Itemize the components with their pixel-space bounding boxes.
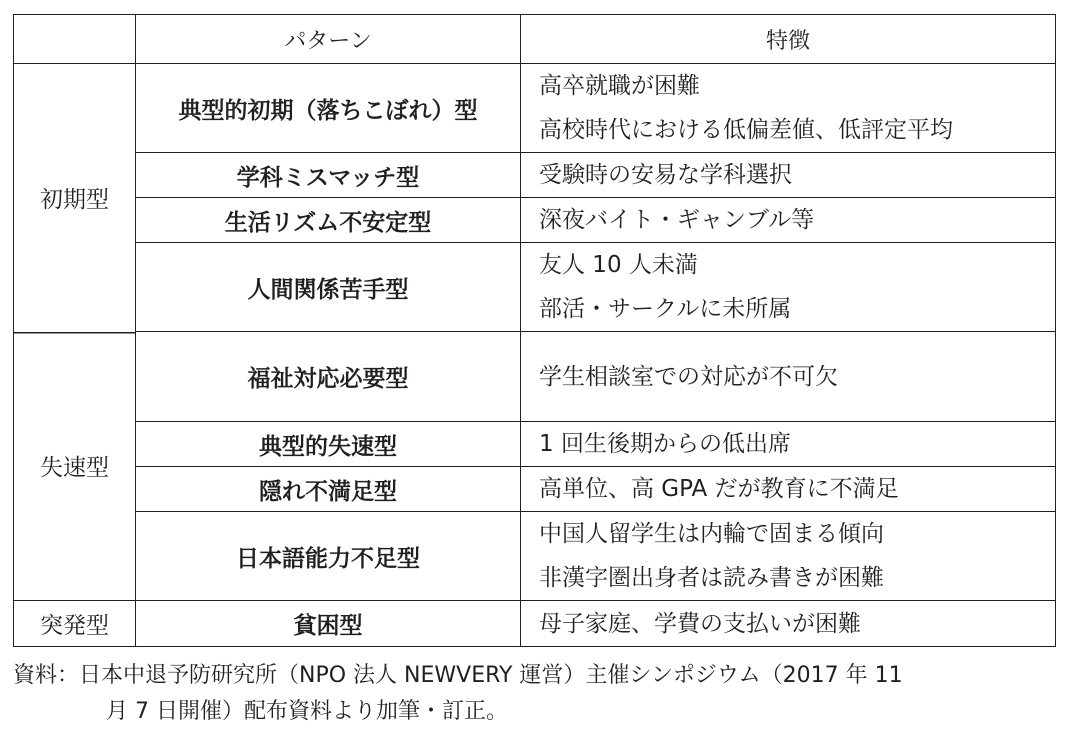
pattern-table — [13, 14, 1056, 647]
header-pattern: パターン — [136, 15, 521, 64]
category-sudden — [14, 601, 136, 647]
feature-text: 1 回生後期からの低出席 — [539, 431, 791, 457]
pattern-cell: 隠れ不満足型 — [136, 467, 521, 512]
pattern-cell: 典型的初期（落ちこぼれ）型 — [136, 64, 521, 153]
feature-cell — [521, 601, 1056, 647]
feature-text: 高単位、高 GPA だが教育に不満足 — [539, 476, 899, 502]
pattern-cell: 人間関係苦手型 — [136, 243, 521, 332]
category-label: 突発型 — [40, 613, 109, 639]
pattern-cell: 貧困型 — [136, 601, 521, 647]
feature-cell — [521, 422, 1056, 467]
category-label: 失速型 — [40, 455, 109, 482]
feature-cell — [521, 243, 1056, 332]
header-row — [14, 15, 1056, 64]
feature-cell — [521, 332, 1056, 422]
feature-cell — [521, 64, 1056, 153]
pattern-cell: 典型的失速型 — [136, 422, 521, 467]
header-category — [14, 15, 136, 64]
pattern-cell: 福祉対応必要型 — [136, 332, 521, 422]
category-slowdown — [14, 332, 136, 601]
header-feature: 特徴 — [521, 15, 1056, 64]
source-line-2: 月 7 日開催）配布資料より加筆・訂正。 — [106, 699, 508, 724]
feature-cell — [521, 512, 1056, 601]
table-row — [14, 332, 1056, 422]
feature-text: 深夜バイト・ギャンブル等 — [539, 207, 815, 233]
pattern-cell: 学科ミスマッチ型 — [136, 153, 521, 198]
feature-text: 受験時の安易な学科選択 — [539, 162, 792, 188]
table-row — [14, 422, 1056, 467]
feature-text: 高卒就職が困難 — [539, 73, 700, 99]
pattern-cell: 日本語能力不足型 — [136, 512, 521, 601]
feature-text: 非漢字圏出身者は読み書きが困難 — [539, 565, 884, 591]
table-row — [14, 153, 1056, 198]
table-row — [14, 467, 1056, 512]
table-row — [14, 512, 1056, 601]
feature-text: 中国人留学生は内輪で固まる傾向 — [539, 521, 884, 547]
feature-text: 学生相談室での対応が不可欠 — [539, 363, 838, 390]
source-line-1: 資料：日本中退予防研究所（NPO 法人 NEWVERY 運営）主催シンポジウム（2017 年 11 — [13, 663, 903, 688]
feature-text: 友人 10 人未満 — [539, 252, 698, 278]
table-row — [14, 601, 1056, 647]
category-early — [14, 64, 136, 332]
feature-cell — [521, 198, 1056, 243]
feature-cell — [521, 153, 1056, 198]
feature-text: 母子家庭、学費の支払いが困難 — [539, 610, 861, 637]
table-row — [14, 243, 1056, 332]
pattern-cell: 生活リズム不安定型 — [136, 198, 521, 243]
feature-text: 高校時代における低偏差値、低評定平均 — [539, 117, 953, 143]
category-label: 初期型 — [40, 187, 109, 214]
table-row — [14, 64, 1056, 153]
table-row — [14, 198, 1056, 243]
source-note — [13, 658, 903, 730]
feature-cell — [521, 467, 1056, 512]
feature-text: 部活・サークルに未所属 — [539, 296, 792, 322]
